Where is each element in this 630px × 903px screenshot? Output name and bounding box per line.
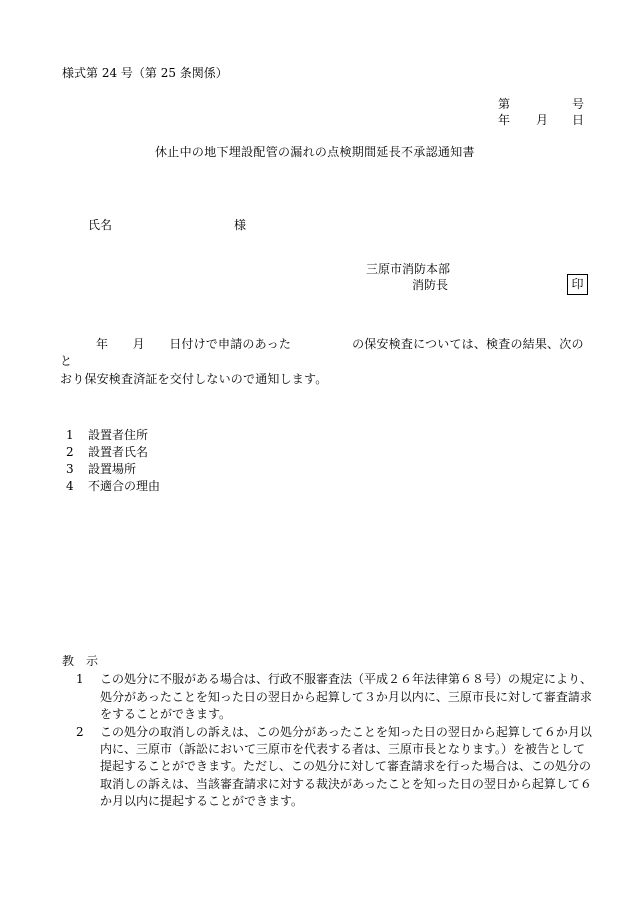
item-number: 1 [66, 428, 74, 442]
item-number: 3 [66, 462, 74, 476]
issuer-org: 三原市消防本部 [366, 262, 451, 276]
notice-body [60, 336, 590, 388]
item-list [66, 427, 160, 495]
appeal-item [62, 724, 592, 811]
list-item [66, 478, 160, 495]
date-year: 年 [498, 113, 511, 127]
date-month: 月 [536, 113, 549, 127]
seal-mark: 印 [567, 274, 588, 295]
issuer-role: 消防長 [412, 278, 449, 292]
appeal-item-number: 1 [76, 672, 84, 687]
item-label: 設置者住所 [88, 428, 149, 442]
date-day: 日 [572, 113, 585, 127]
item-label: 設置者氏名 [88, 445, 149, 459]
list-item [66, 444, 160, 461]
appeal-item-text: この処分に不服がある場合は、行政不服審査法（平成２６年法律第６８号）の規定により、処分があったことを知った日の翌日から起算して３か月以内に、三原市長に対して審査請求をすることができます。 [100, 672, 593, 722]
notice-body-line1: 年 月 日付けで申請のあった の保安検査については、検査の結果、次のと [60, 337, 584, 369]
appeal-heading: 教 示 [62, 654, 99, 668]
form-number: 様式第 24 号（第 25 条関係） [62, 66, 228, 80]
appeal-item-text: この処分の取消しの訴えは、この処分があったことを知った日の翌日から起算して６か月以内に、三原市（訴訟において三原市を代表する者は、三原市長となります。）を被告として提起することができます。ただし、この処分に対して審査請求を行った場合は、この処分の取消しの訴えは、当該審査請求に対する裁決があったことを知った日の翌日から起算して６か月以内に提起することができます。 [100, 724, 592, 809]
item-number: 2 [66, 445, 74, 459]
appeal-item-number: 2 [76, 724, 84, 739]
doc-number-go: 号 [572, 97, 585, 111]
appeal-item [62, 671, 592, 723]
doc-number-dai: 第 [498, 97, 511, 111]
list-item [66, 461, 160, 478]
addressee-label: 氏名 [88, 218, 113, 232]
notice-body-line2: おり保安検査済証を交付しないので通知します。 [60, 371, 328, 386]
item-label: 不適合の理由 [88, 479, 161, 493]
document-title: 休止中の地下埋設配管の漏れの点検期間延長不承認通知書 [155, 145, 475, 159]
appeal-notice [62, 653, 592, 811]
addressee-honorific: 様 [234, 218, 247, 232]
list-item [66, 427, 160, 444]
item-label: 設置場所 [88, 462, 137, 476]
item-number: 4 [66, 479, 74, 493]
